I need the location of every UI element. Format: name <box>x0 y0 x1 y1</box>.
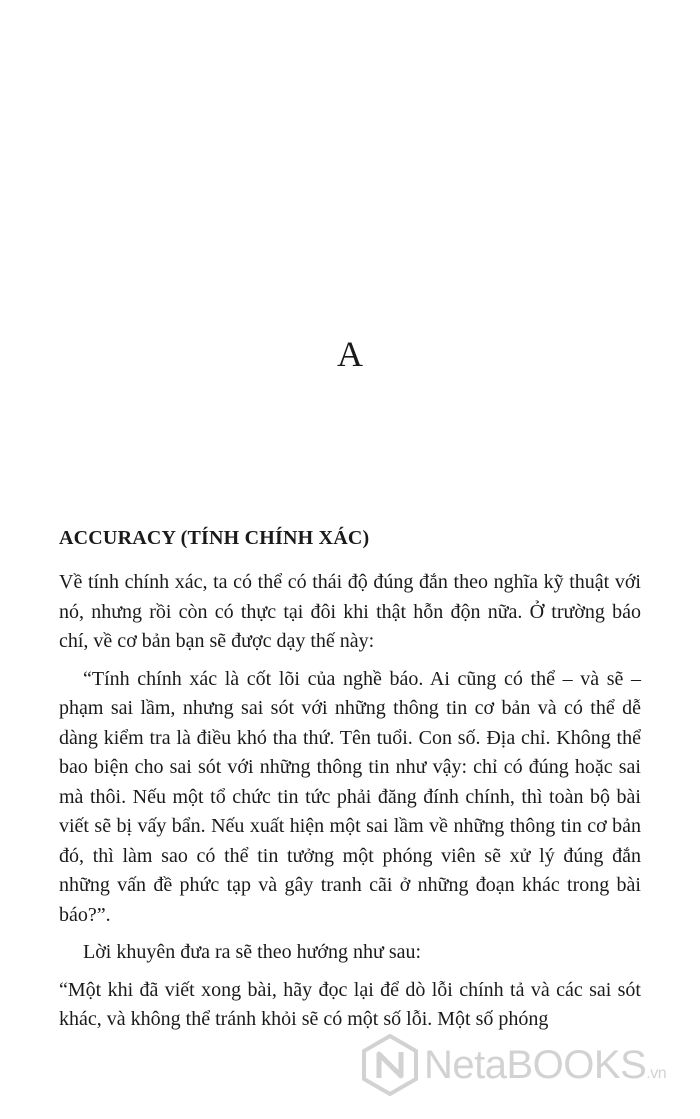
paragraph-quote: “Tính chính xác là cốt lõi của nghề báo. Ai cũng có thể – và sẽ – phạm sai lầm, nhưng sai sót với những thông tin cơ bản và có thể dễ dàng kiểm tra là điều khó tha thứ. Tên tuổi. Con số. Địa chỉ. Không thể bao biện cho sai sót với những thông tin như vậy: chỉ có đúng hoặc sai mà thôi. Nếu một tổ chức tin tức phải đăng đính chính, thì toàn bộ bài viết sẽ bị vấy bẩn. Nếu xuất hiện một sai lầm về những thông tin cơ bản đó, thì làm sao có thể tin tưởng một phóng viên sẽ xử lý đúng đắn những vấn đề phức tạp và gây tranh cãi ở những đoạn khác trong bài báo?”. <box>59 667 641 926</box>
netabooks-logo-icon <box>362 1034 418 1096</box>
paragraph-advice-lead: Lời khuyên đưa ra sẽ theo hướng như sau: <box>83 941 422 963</box>
paragraph-advice-quote: “Một khi đã viết xong bài, hãy đọc lại để dò lỗi chính tả và các sai sót khác, và không thể tránh khỏi sẽ có một số lỗi. Một số phóng <box>59 978 641 1030</box>
watermark-suffix: .vn <box>646 1064 667 1082</box>
watermark <box>362 1030 692 1100</box>
paragraph-intro: Về tính chính xác, ta có thể có thái độ đúng đắn theo nghĩa kỹ thuật với nó, nhưng rồi còn có thực tại đôi khi thật hỗn độn nữa. Ở trường báo chí, về cơ bản bạn sẽ được dạy thế này: <box>59 571 641 652</box>
page-content <box>59 524 641 1043</box>
watermark-brand <box>424 1043 666 1088</box>
chapter-letter: A <box>337 334 363 374</box>
section-heading: ACCURACY (TÍNH CHÍNH XÁC) <box>59 527 370 549</box>
watermark-brand-name: NetaBOOKS <box>424 1042 647 1087</box>
